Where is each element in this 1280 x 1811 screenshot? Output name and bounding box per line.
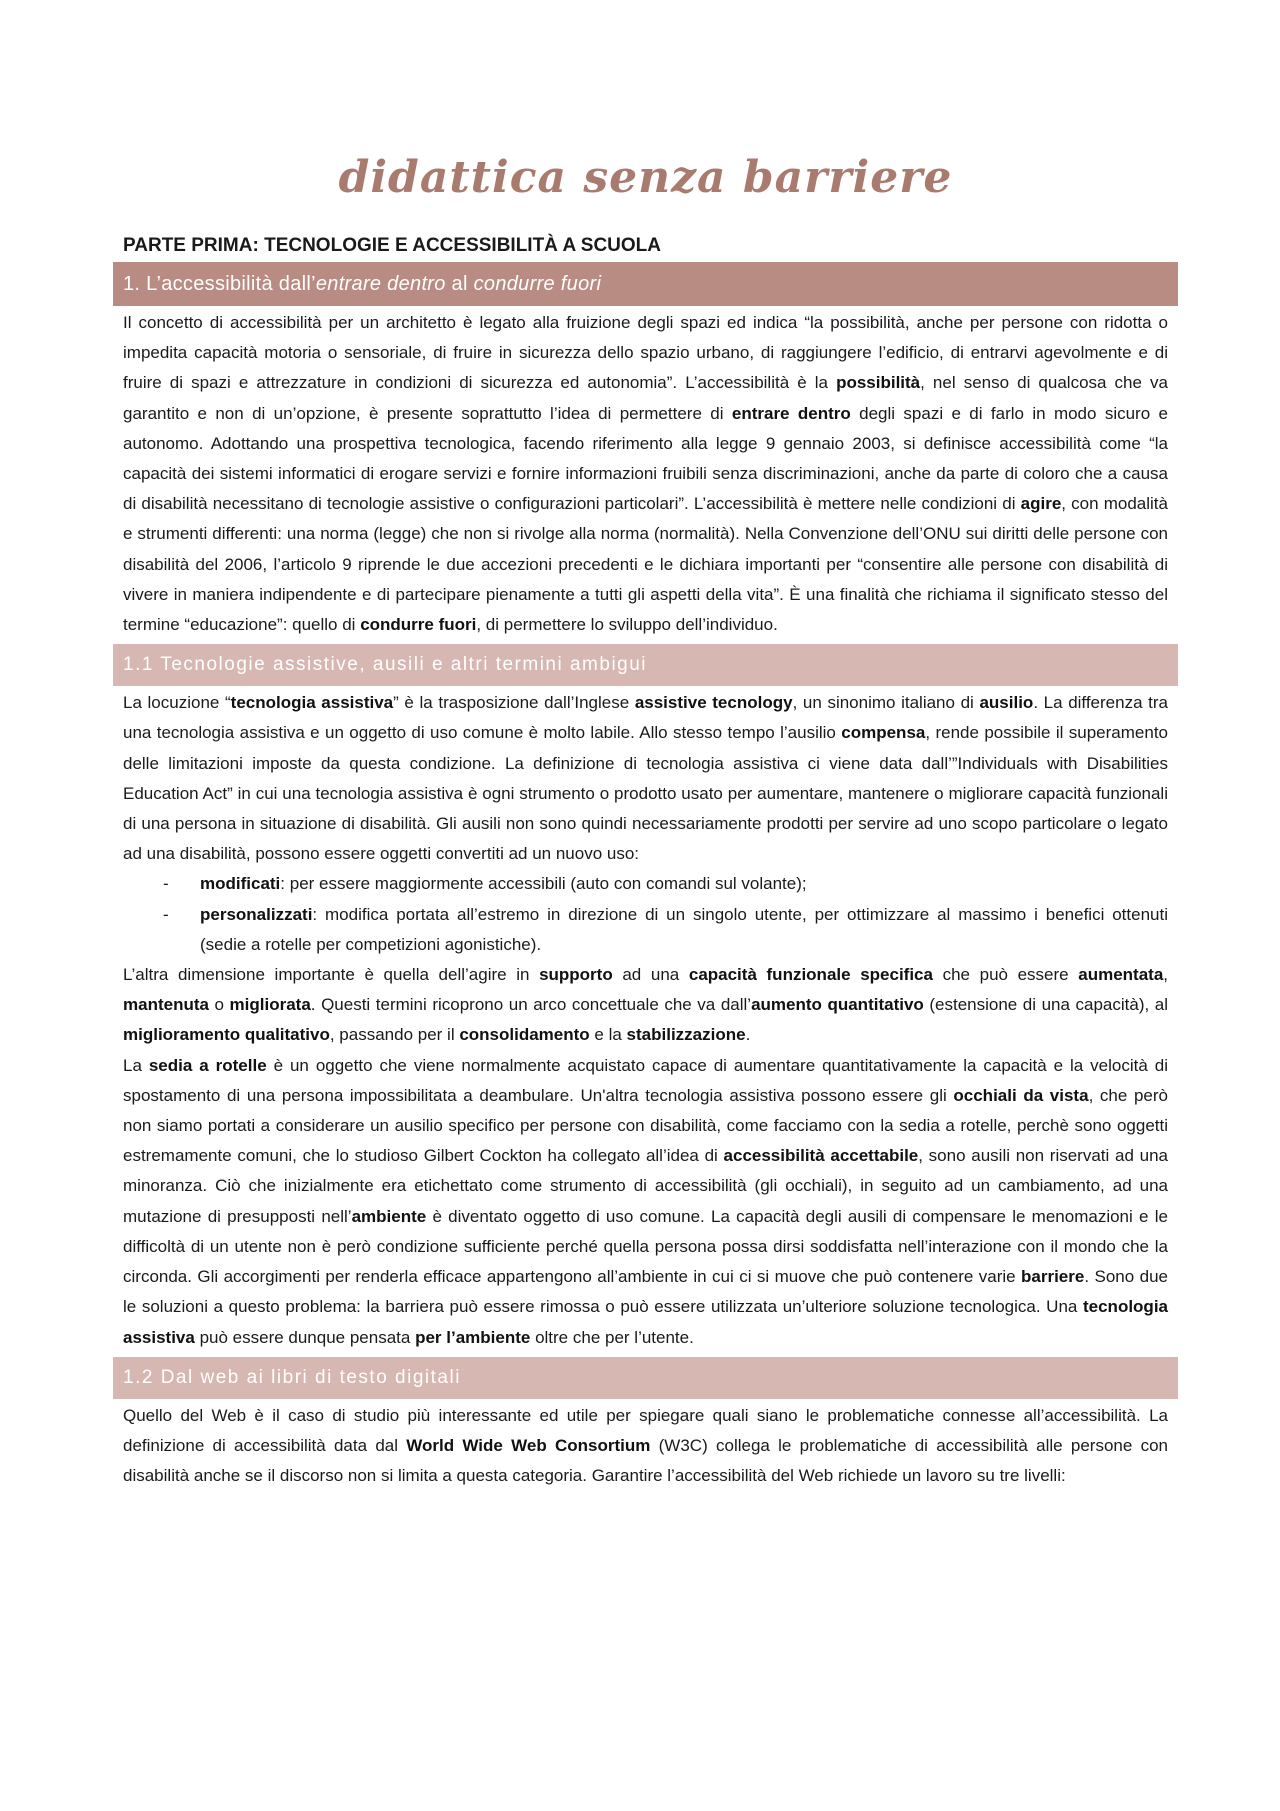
section-1-1-paragraph-3: La sedia a rotelle è un oggetto che viene normalmente acquistato capace di aumentare quantitativamente la capacità e la velocità di spostamento di una persona impossibilitata a deambulare. Un'altra tecnologia assistiva possono essere gli occhiali da vista, che però non siamo portati a considerare un ausilio specifico per persone con disabilità, come facciamo con la sedia a rotelle, perchè sono oggetti estremamente comuni, che lo studioso Gilbert Cockton ha collegato all’idea di accessibilità accettabile, sono ausili non riservati ad una minoranza. Ciò che inizialmente era etichettato come strumento di accessibilità (gli occhiali), in seguito ad un cambiamento, ad una mutazione di presupposti nell’ambiente è diventato oggetto di uso comune. La capacità degli ausili di compensare le menomazioni e le difficoltà di un utente non è però condizione sufficiente perché quella persona possa dirsi soddisfatta nell’interazione con il mondo che la circonda. Gli accorgimenti per renderla efficace appartengono all’ambiente in cui ci si muove che può contenere varie barriere. Sono due le soluzioni a questo problema: la barriera può essere rimossa o può essere utilizzata un’ulteriore soluzione tecnologica. Una tecnologia assistiva può essere dunque pensata per l’ambiente oltre che per l’utente.	[123, 1055, 1168, 1347]
assistive-list	[123, 869, 1168, 960]
heading-text: 1. L’accessibilità dall’	[123, 273, 316, 295]
document-title: didattica senza barriere	[338, 152, 953, 203]
section-1-1-paragraph-2: L’altra dimensione importante è quella dell’agire in supporto ad una capacità funzionale specifica che può essere aumentata, mantenuta o migliorata. Questi termini ricoprono un arco concettuale che va dall’aumento quantitativo (estensione di una capacità), al miglioramento qualitativo, passando per il consolidamento e la stabilizzazione.	[123, 965, 1169, 1045]
heading-emphasis: entrare dentro	[315, 273, 446, 295]
section-1-2-paragraph: Quello del Web è il caso di studio più interessante ed utile per spiegare quali siano le problematiche connesse all’accessibilità. La definizione di accessibilità data dal World Wide Web Consortium (W3C) collega le problematiche di accessibilità alle persone con disabilità anche se il discorso non si limita a questa categoria. Garantire l’accessibilità del Web richiede un lavoro su tre livelli:	[123, 1405, 1168, 1486]
section-1-heading	[113, 262, 1178, 306]
heading-emphasis: condurre fuori	[473, 273, 602, 295]
section-1-2-heading: 1.2 Dal web ai libri di testo digitali	[113, 1357, 1178, 1399]
part-heading: PARTE PRIMA: TECNOLOGIE E ACCESSIBILITÀ A SCUOLA	[123, 235, 661, 256]
document-page	[123, 150, 1168, 1491]
section-1-1-heading: 1.1 Tecnologie assistive, ausili e altri termini ambigui	[113, 644, 1178, 686]
section-1-1-paragraph-1: La locuzione “tecnologia assistiva” è la trasposizione dall’Inglese assistive tecnology, un sinonimo italiano di ausilio. La differenza tra una tecnologia assistiva e un oggetto di uso comune è molto labile. Allo stesso tempo l’ausilio compensa, rende possibile il superamento delle limitazioni imposte da questa condizione. La definizione di tecnologia assistiva ci viene data dall’”Individuals with Disabilities Education Act” in cui una tecnologia assistiva è ogni strumento o prodotto usato per aumentare, mantenere o migliorare capacità funzionali di una persona in situazione di disabilità. Gli ausili non sono quindi necessariamente prodotti per servire ad uno scopo particolare o legato ad una disabilità, possono essere oggetti convertiti ad un nuovo uso:	[123, 693, 1169, 864]
list-item: - personalizzati: modifica portata all’estremo in direzione di un singolo utente, per ottimizzare al massimo i benefici ottenuti (sedie a rotelle per competizioni agonistiche).	[123, 900, 1168, 960]
section-1-paragraph: Il concetto di accessibilità per un architetto è legato alla fruizione degli spazi ed indica “la possibilità, anche per persone con ridotta o impedita capacità motoria o sensoriale, di fruire in sicurezza dello spazio urbano, di raggiungere l’edificio, di entrarvi agevolmente e di fruire di spazi e attrezzature in condizioni di sicurezza ed autonomia”. L’accessibilità è la possibilità, nel senso di qualcosa che va garantito e non di un’opzione, è presente soprattutto l’idea di permettere di entrare dentro degli spazi e di farlo in modo sicuro e autonomo. Adottando una prospettiva tecnologica, facendo riferimento alla legge 9 gennaio 2003, si definisce accessibilità come “la capacità dei sistemi informatici di erogare servizi e fornire informazioni fruibili senza discriminazioni, anche da parte di coloro che a causa di disabilità necessitano di tecnologie assistive o configurazioni particolari”. L’accessibilità è mettere nelle condizioni di agire, con modalità e strumenti differenti: una norma (legge) che non si rivolge alla norma (normalità). Nella Convenzione dell’ONU sui diritti delle persone con disabilità del 2006, l’articolo 9 riprende le due accezioni precedenti e le dichiara importanti per “consentire alle persone con disabilità di vivere in maniera indipendente e di partecipare pienamente a tutti gli aspetti della vita”. È una finalità che richiama il significato stesso del termine “educazione”: quello di condurre fuori, di permettere lo sviluppo dell’individuo.	[123, 313, 1168, 635]
list-item: - modificati: per essere maggiormente accessibili (auto con comandi sul volante);	[123, 869, 1168, 899]
heading-text: al	[445, 273, 474, 295]
